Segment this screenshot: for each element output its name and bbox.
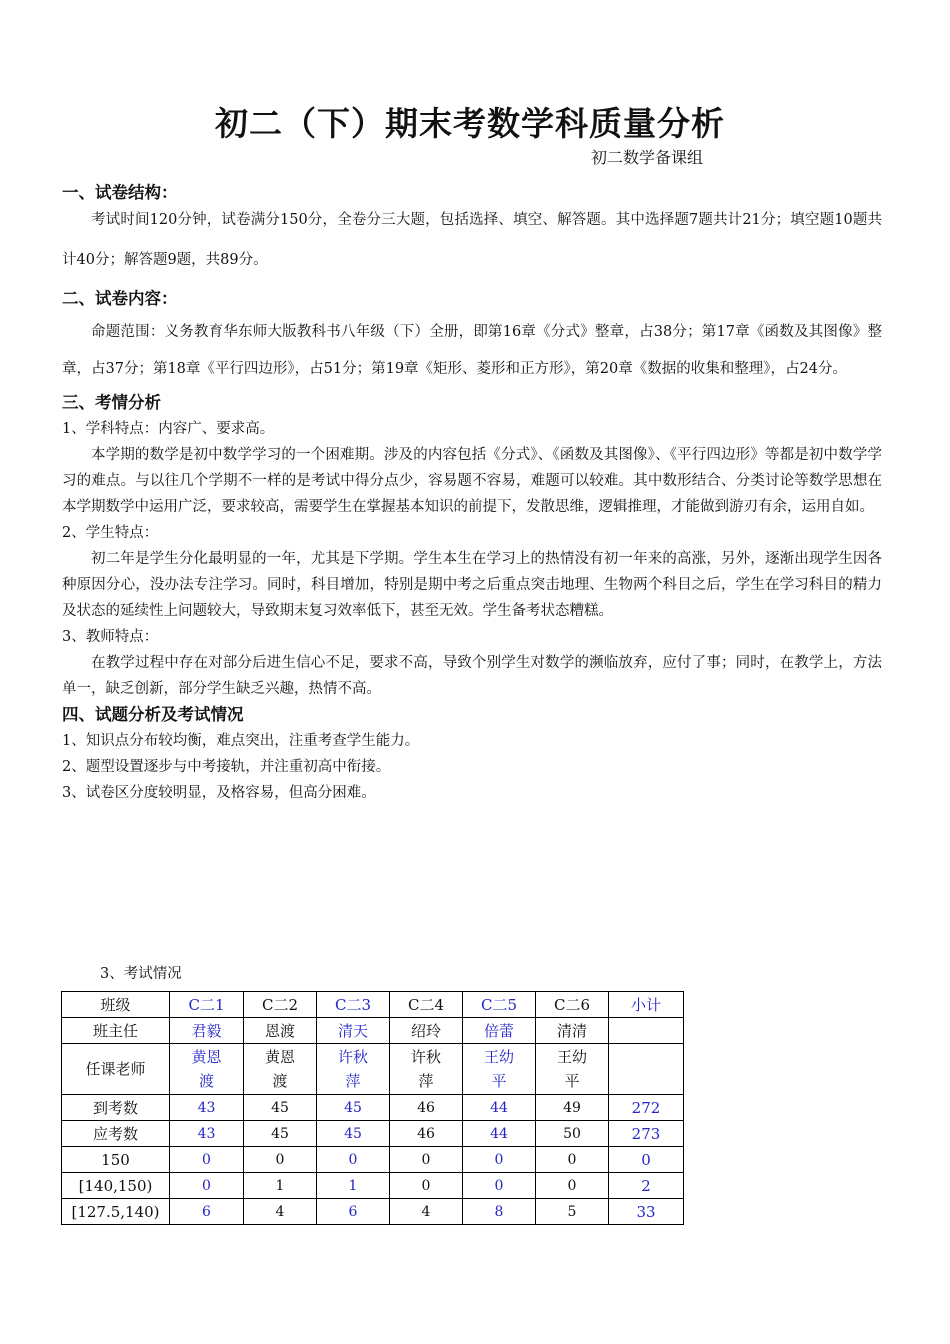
table-cell: 清清	[536, 1018, 609, 1044]
table-row	[62, 1044, 684, 1095]
table-cell: 清天	[317, 1018, 390, 1044]
table-cell: 君毅	[170, 1018, 244, 1044]
table-cell: [140,150)	[62, 1173, 170, 1199]
table-cell: C二5	[463, 992, 536, 1018]
table-cell: 许秋 萍	[317, 1044, 390, 1095]
section-3-item-1-title: 1、学科特点：内容广、要求高。	[62, 421, 275, 437]
section-3-item-2-body: 初二年是学生分化最明显的一年，尤其是下学期。学生本生在学习上的热情没有初一年来的高涨，另外，逐渐出现学生因各种原因分心，没办法专注学习。同时，科目增加，特别是期中考之后重点突击地理、生物两个科目之后，学生在学习科目的精力及状态的延续性上问题较大，导致期末复习效率低下，甚至无效。学生备考状态糟糕。	[62, 551, 882, 619]
table-cell: 44	[463, 1095, 536, 1121]
table-cell: 0	[390, 1173, 463, 1199]
table-row	[62, 1147, 684, 1173]
table-cell: 1	[244, 1173, 317, 1199]
table-cell: 0	[244, 1147, 317, 1173]
table-cell: 33	[609, 1199, 684, 1225]
table-cell: C二2	[244, 992, 317, 1018]
table-cell: 应考数	[62, 1121, 170, 1147]
table-cell: 黄恩 渡	[244, 1044, 317, 1095]
table-cell: 45	[317, 1095, 390, 1121]
table-cell: 1	[317, 1173, 390, 1199]
table-cell: 43	[170, 1121, 244, 1147]
table-cell: 272	[609, 1095, 684, 1121]
author-line: 初二数学备课组	[591, 148, 704, 167]
table-cell: 班级	[62, 992, 170, 1018]
table-cell: 43	[170, 1095, 244, 1121]
table-cell: 恩渡	[244, 1018, 317, 1044]
table-cell: 绍玲	[390, 1018, 463, 1044]
section-4-item: 1、知识点分布较均衡，难点突出，注重考查学生能力。	[62, 733, 420, 749]
table-cell: 49	[536, 1095, 609, 1121]
table-cell: C二3	[317, 992, 390, 1018]
table-cell: 许秋 萍	[390, 1044, 463, 1095]
table-cell: 2	[609, 1173, 684, 1199]
exam-section-label: 3、考试情况	[100, 966, 182, 982]
table-cell: 王幼 平	[463, 1044, 536, 1095]
table-cell: 45	[244, 1095, 317, 1121]
document-body	[62, 180, 882, 806]
table-cell: 4	[244, 1199, 317, 1225]
section-3-item-2-title: 2、学生特点：	[62, 525, 159, 541]
page-title: 初二（下）期末考数学科质量分析	[215, 104, 725, 143]
table-cell: 0	[536, 1173, 609, 1199]
table-cell: 小计	[609, 992, 684, 1018]
table-cell: 4	[390, 1199, 463, 1225]
table-cell: 44	[463, 1121, 536, 1147]
table-cell: 45	[317, 1121, 390, 1147]
section-3-item-3-body: 在教学过程中存在对部分后进生信心不足，要求不高，导致个别学生对数学的濒临放弃，应付了事；同时，在教学上，方法单一，缺乏创新，部分学生缺乏兴趣，热情不高。	[62, 655, 882, 697]
table-cell: 45	[244, 1121, 317, 1147]
section-2-heading: 二、试卷内容：	[62, 289, 178, 308]
table-cell: 6	[317, 1199, 390, 1225]
table-cell	[609, 1044, 684, 1095]
table-cell: 任课老师	[62, 1044, 170, 1095]
table-row	[62, 1173, 684, 1199]
section-1-body: 考试时间120分钟，试卷满分150分，全卷分三大题，包括选择、填空、解答题。其中选择题7题共计21分；填空题10题共计40分；解答题9题，共89分。	[62, 212, 882, 268]
table-cell: 8	[463, 1199, 536, 1225]
table-cell: 5	[536, 1199, 609, 1225]
section-4-item: 2、题型设置逐步与中考接轨，并注重初高中衔接。	[62, 759, 391, 775]
table-cell: 0	[463, 1147, 536, 1173]
table-cell: 0	[536, 1147, 609, 1173]
section-4-heading: 四、试题分析及考试情况	[62, 705, 244, 724]
table-row	[62, 1199, 684, 1225]
table-cell: 150	[62, 1147, 170, 1173]
table-cell: [127.5,140)	[62, 1199, 170, 1225]
table-cell: 0	[463, 1173, 536, 1199]
table-row	[62, 1018, 684, 1044]
table-cell: 46	[390, 1095, 463, 1121]
table-cell: 王幼 平	[536, 1044, 609, 1095]
section-3-heading: 三、考情分析	[62, 393, 161, 412]
table-cell: 0	[609, 1147, 684, 1173]
table-cell: 273	[609, 1121, 684, 1147]
table-cell: 6	[170, 1199, 244, 1225]
table-cell: 黄恩 渡	[170, 1044, 244, 1095]
section-3-item-1-body: 本学期的数学是初中数学学习的一个困难期。涉及的内容包括《分式》、《函数及其图像》、《平行四边形》等都是初中数学学习的难点。与以往几个学期不一样的是考试中得分点少，容易题不容易，难题可以较难。其中数形结合、分类讨论等数学思想在本学期数学中运用广泛，要求较高，需要学生在掌握基本知识的前提下，发散思维，逻辑推理，才能做到游刃有余，运用自如。	[62, 447, 882, 515]
table-cell: 倍蕾	[463, 1018, 536, 1044]
table-header-row	[62, 992, 684, 1018]
table-row	[62, 1121, 684, 1147]
table-cell: 0	[170, 1147, 244, 1173]
table-cell: 50	[536, 1121, 609, 1147]
table-cell: C二4	[390, 992, 463, 1018]
table-cell: 0	[390, 1147, 463, 1173]
table-cell: 0	[170, 1173, 244, 1199]
exam-stats-table	[61, 991, 684, 1225]
section-2-body: 命题范围：义务教育华东师大版教科书八年级（下）全册，即第16章《分式》整章，占38分；第17章《函数及其图像》整章，占37分；第18章《平行四边形》，占51分；第19章《矩形、菱形和正方形》，第20章《数据的收集和整理》，占24分。	[62, 324, 882, 377]
table-cell	[609, 1018, 684, 1044]
table-cell: 46	[390, 1121, 463, 1147]
table-cell: 0	[317, 1147, 390, 1173]
table-cell: 到考数	[62, 1095, 170, 1121]
section-1-heading: 一、试卷结构：	[62, 183, 178, 202]
table-cell: 班主任	[62, 1018, 170, 1044]
section-3-item-3-title: 3、教师特点：	[62, 629, 159, 645]
table-cell: C二6	[536, 992, 609, 1018]
section-4-item: 3、试卷区分度较明显，及格容易，但高分困难。	[62, 785, 376, 801]
table-cell: C二1	[170, 992, 244, 1018]
table-row	[62, 1095, 684, 1121]
